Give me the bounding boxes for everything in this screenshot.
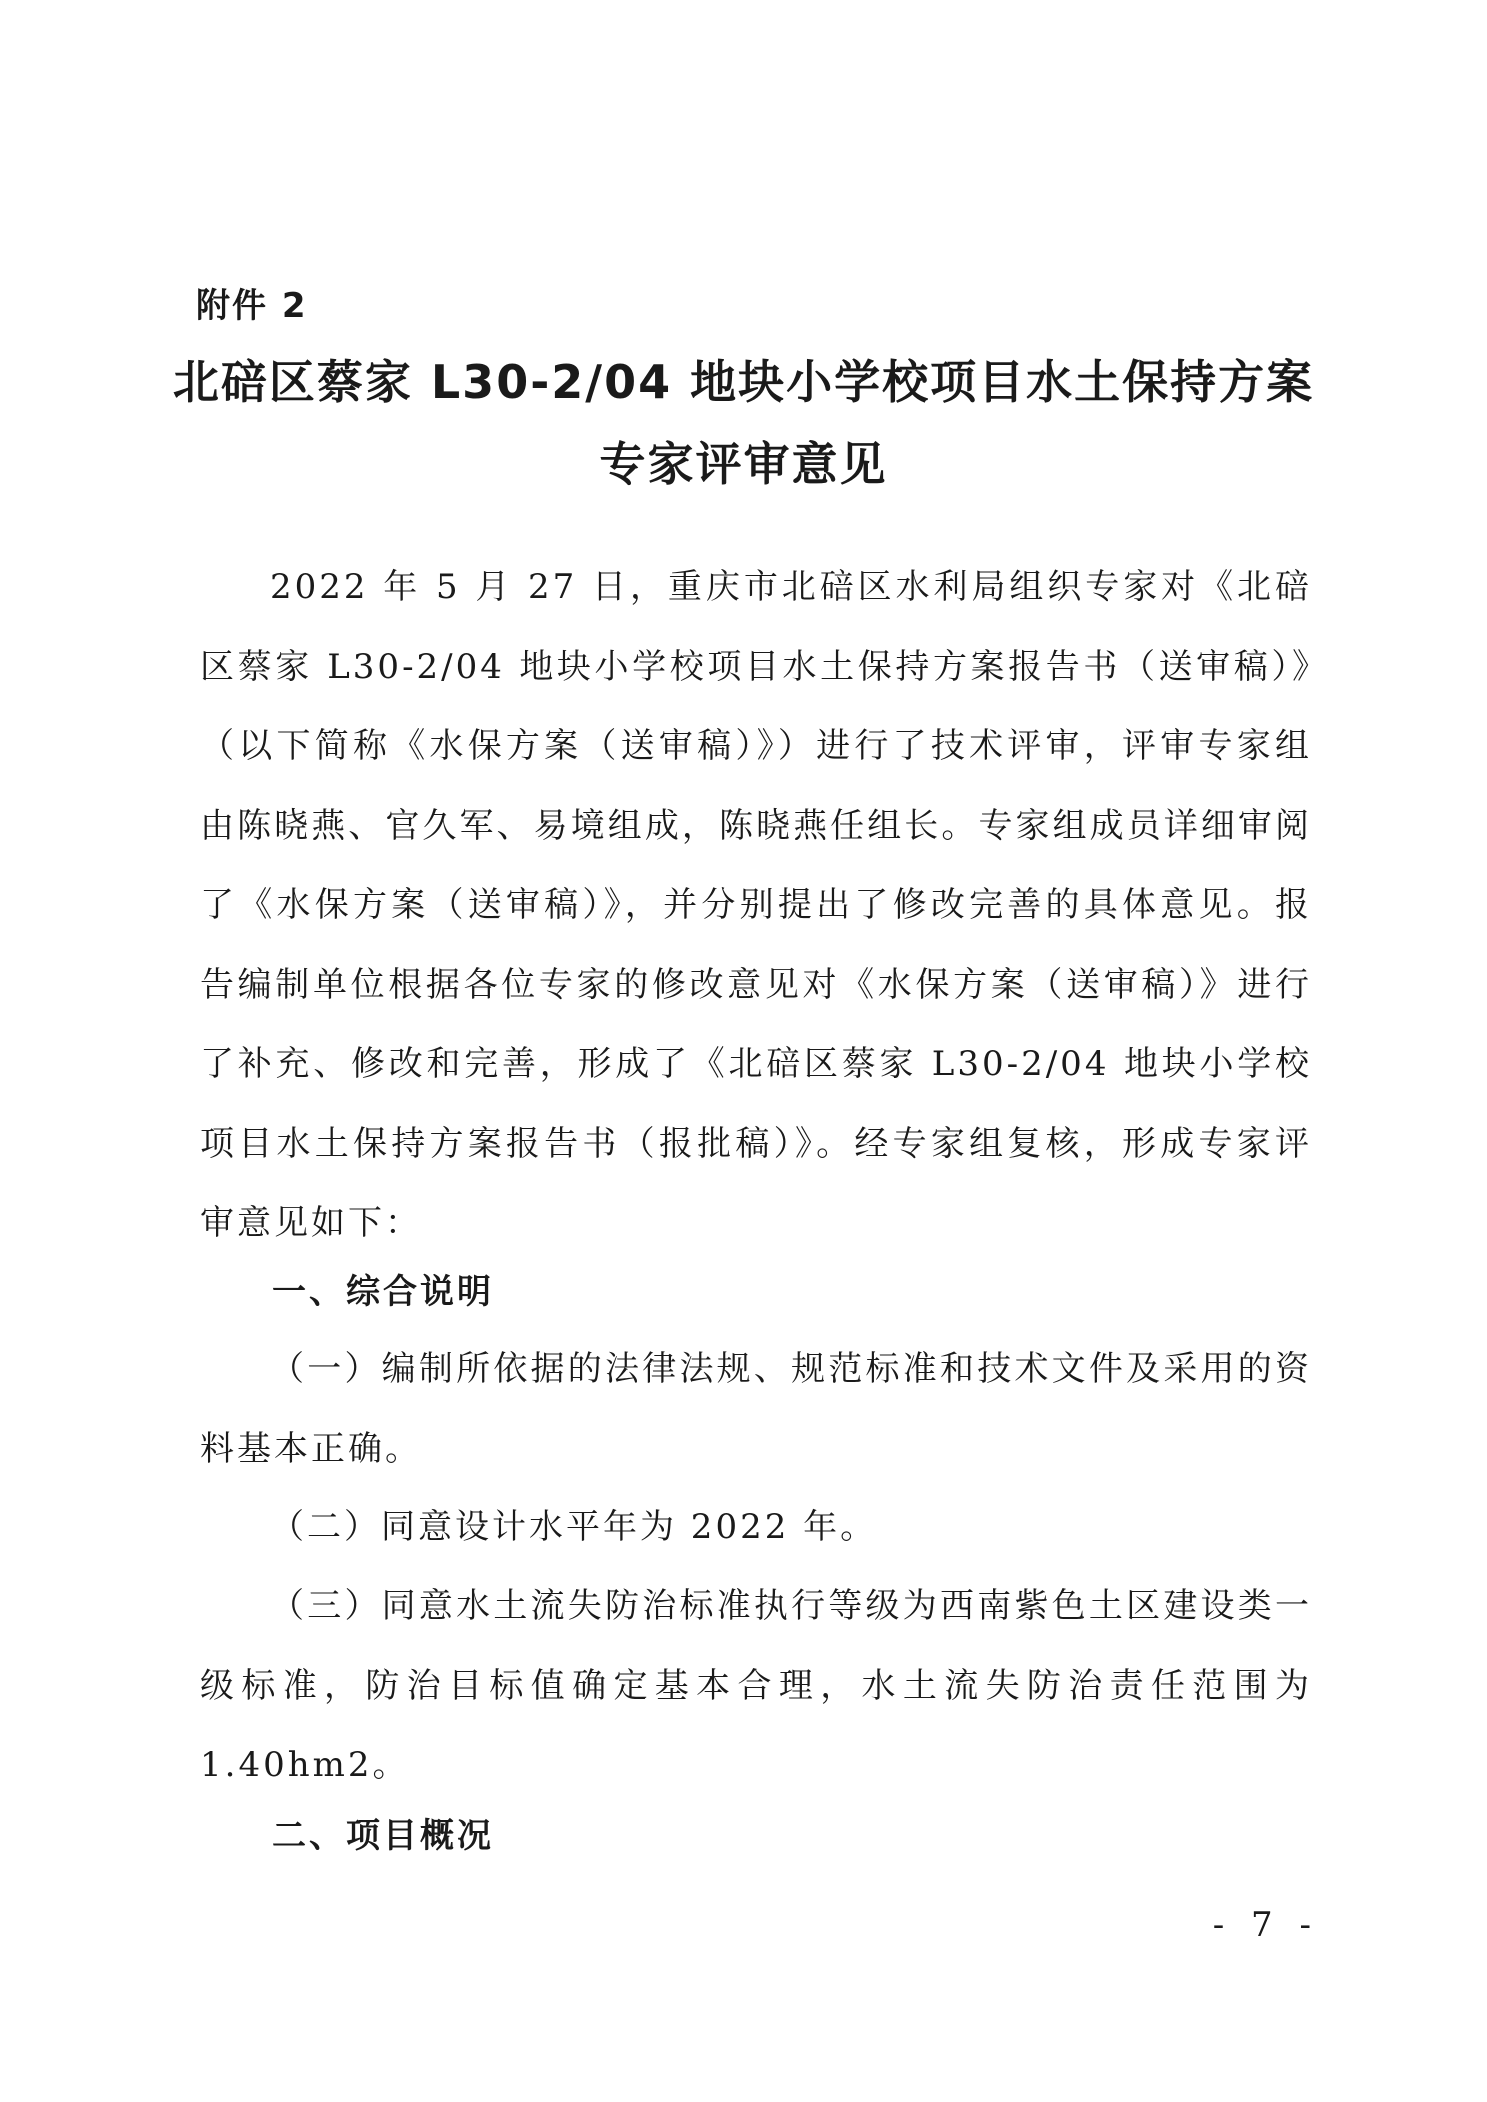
page-number: - 7 - xyxy=(1212,1905,1319,1945)
section-heading-overview: 一、综合说明 xyxy=(272,1272,494,1312)
section1-item-3: （三）同意水土流失防治标准执行等级为西南紫色土区建设类一级标准，防治目标值确定基本合理，水土流失防治责任范围为 1.40hm2。 xyxy=(200,1586,1312,1785)
intro-paragraph: 2022 年 5 月 27 日，重庆市北碚区水利局组织专家对《北碚区蔡家 L30-2/04 地块小学校项目水土保持方案报告书（送审稿）》（以下简称《水保方案（送审稿）》）进行了技术评审，评审专家组由陈晓燕、官久军、易境组成，陈晓燕任组长。专家组成员详细审阅了《水保方案（送审稿）》，并分别提出了修改完善的具体意见。报告编制单位根据各位专家的修改意见对《水保方案（送审稿）》进行了补充、修改和完善，形成了《北碚区蔡家 L30-2/04 地块小学校项目水土保持方案报告书（报批稿）》。经专家组复核，形成专家评审意见如下： xyxy=(200,567,1312,1243)
document-title-line2: 专家评审意见 xyxy=(599,437,888,491)
section1-item-1: （一）编制所依据的法律法规、规范标准和技术文件及采用的资料基本正确。 xyxy=(200,1349,1312,1469)
section1-item-2: （二）同意设计水平年为 2022 年。 xyxy=(270,1507,878,1547)
attachment-label: 附件 2 xyxy=(196,286,308,326)
document-title-line1: 北碚区蔡家 L30-2/04 地块小学校项目水土保持方案 xyxy=(172,355,1315,409)
section-heading-project: 二、项目概况 xyxy=(272,1816,494,1856)
